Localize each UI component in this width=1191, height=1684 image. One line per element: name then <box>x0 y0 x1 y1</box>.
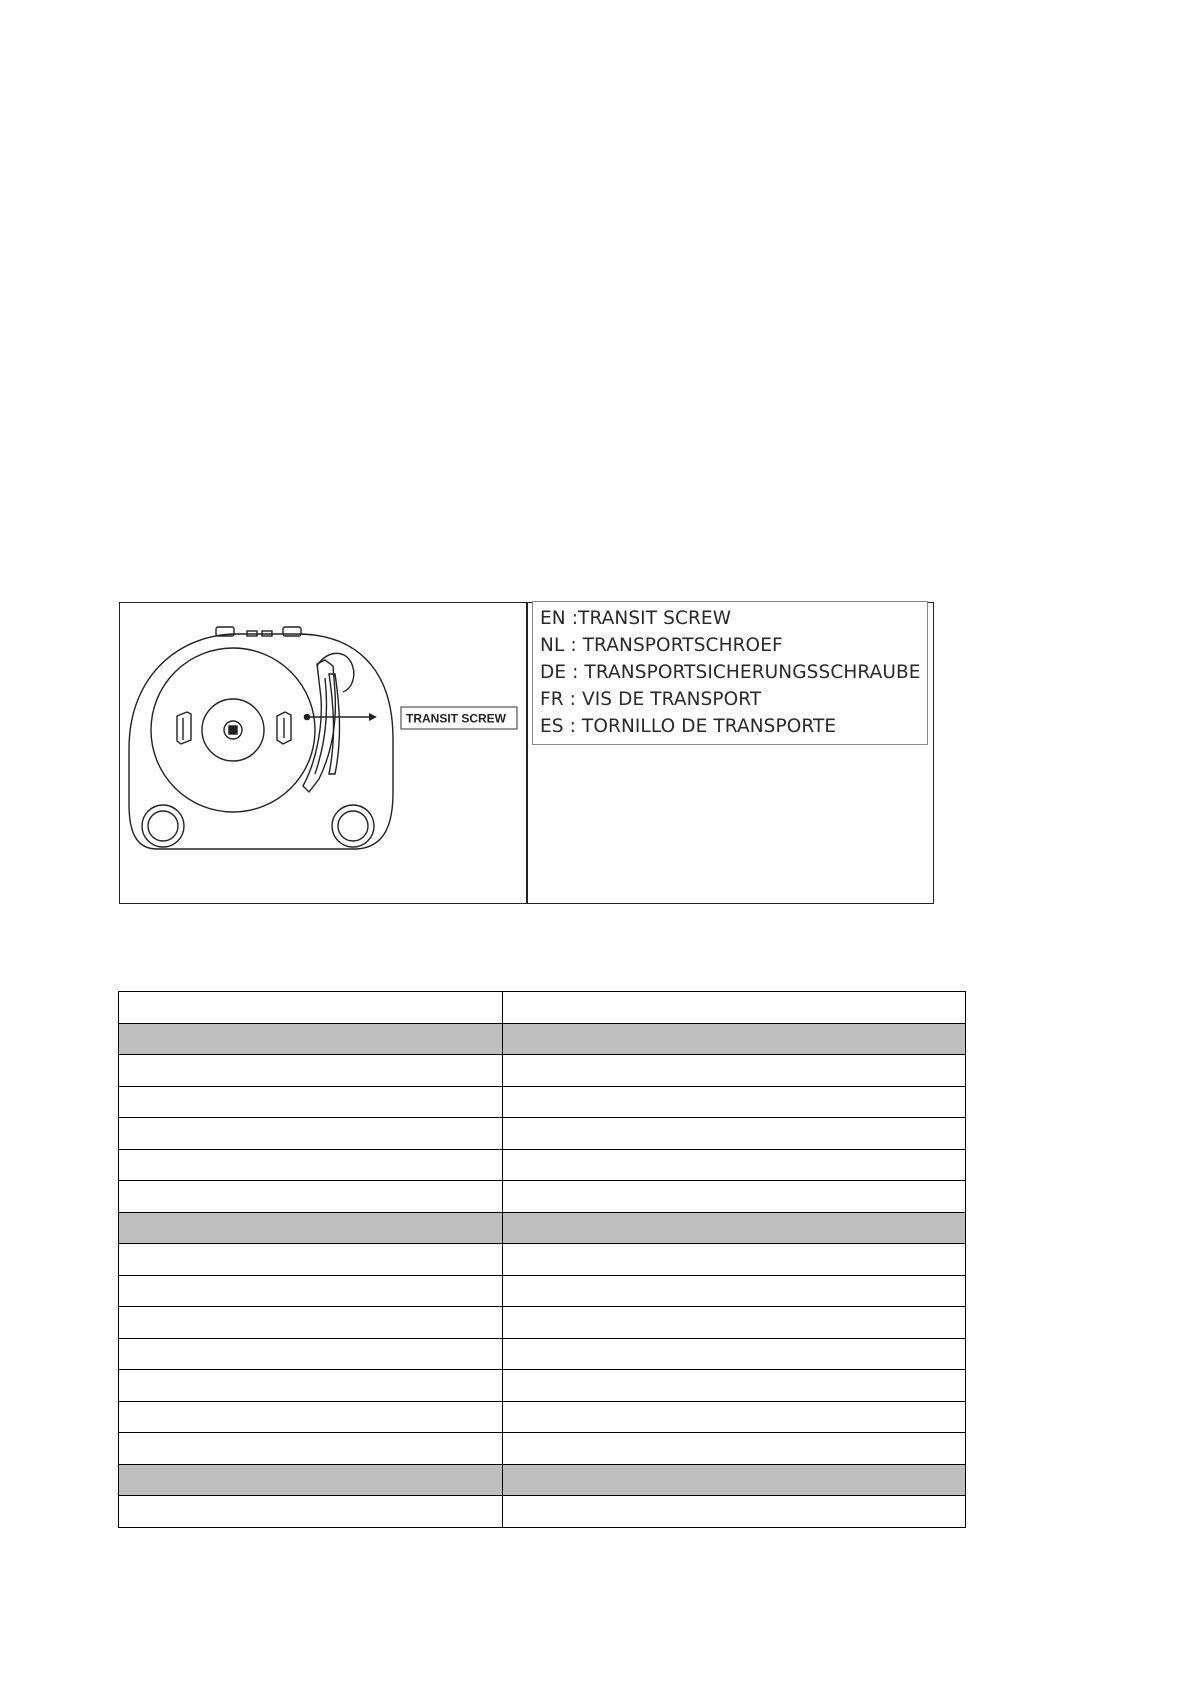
table-cell-value <box>503 1055 966 1087</box>
table-cell-label <box>119 1181 503 1213</box>
translation-callout <box>532 601 928 745</box>
table-cell-label <box>119 1338 503 1370</box>
table-cell-label <box>119 992 503 1024</box>
table-cell-label <box>119 1401 503 1433</box>
table-cell-value <box>503 1401 966 1433</box>
table-cell-value <box>503 1118 966 1150</box>
table-cell-label <box>119 1149 503 1181</box>
spec-table <box>118 991 966 1528</box>
table-section-row <box>119 1212 966 1244</box>
table-row <box>119 1055 966 1087</box>
table-row <box>119 1149 966 1181</box>
table-row <box>119 1401 966 1433</box>
turntable-diagram <box>121 604 525 902</box>
table-cell-value <box>503 1433 966 1465</box>
figure-divider <box>526 602 528 904</box>
table-cell-label <box>119 1370 503 1402</box>
table-cell-value <box>503 1275 966 1307</box>
table-cell-label <box>119 1496 503 1528</box>
table-cell-label <box>119 1244 503 1276</box>
table-cell-value <box>503 1496 966 1528</box>
table-row <box>119 992 966 1024</box>
table-row <box>119 1433 966 1465</box>
callout-fr: FR : VIS DE TRANSPORT <box>540 689 762 710</box>
table-row <box>119 1307 966 1339</box>
table-cell-value <box>503 1212 966 1244</box>
table-cell-label <box>119 1433 503 1465</box>
table-row <box>119 1118 966 1150</box>
table-cell-label <box>119 1023 503 1055</box>
table-section-row <box>119 1023 966 1055</box>
table-cell-value <box>503 1307 966 1339</box>
transit-screw-label: TRANSIT SCREW <box>406 711 506 726</box>
table-row <box>119 1086 966 1118</box>
table-row <box>119 1338 966 1370</box>
table-cell-label <box>119 1212 503 1244</box>
transit-screw <box>304 714 309 719</box>
table-section-row <box>119 1464 966 1496</box>
table-cell-value <box>503 1086 966 1118</box>
callout-es: ES : TORNILLO DE TRANSPORTE <box>540 716 837 737</box>
table-cell-label <box>119 1055 503 1087</box>
table-cell-value <box>503 1149 966 1181</box>
table-cell-label <box>119 1275 503 1307</box>
table-cell-label <box>119 1086 503 1118</box>
table-cell-label <box>119 1464 503 1496</box>
table-row <box>119 1181 966 1213</box>
table-cell-label <box>119 1307 503 1339</box>
table-cell-value <box>503 1244 966 1276</box>
table-cell-value <box>503 1181 966 1213</box>
clip-left <box>177 712 191 744</box>
table-row <box>119 1496 966 1528</box>
table-cell-value <box>503 992 966 1024</box>
callout-nl: NL : TRANSPORTSCHROEF <box>540 635 783 656</box>
table-cell-label <box>119 1118 503 1150</box>
table-row <box>119 1275 966 1307</box>
table-cell-value <box>503 1370 966 1402</box>
callout-de: DE : TRANSPORTSICHERUNGSSCHRAUBE <box>540 662 921 683</box>
table-row <box>119 1244 966 1276</box>
table-cell-value <box>503 1023 966 1055</box>
table-cell-value <box>503 1338 966 1370</box>
callout-en: EN :TRANSIT SCREW <box>540 608 732 629</box>
table-cell-value <box>503 1464 966 1496</box>
table-row <box>119 1370 966 1402</box>
tonearm-base <box>317 653 354 692</box>
